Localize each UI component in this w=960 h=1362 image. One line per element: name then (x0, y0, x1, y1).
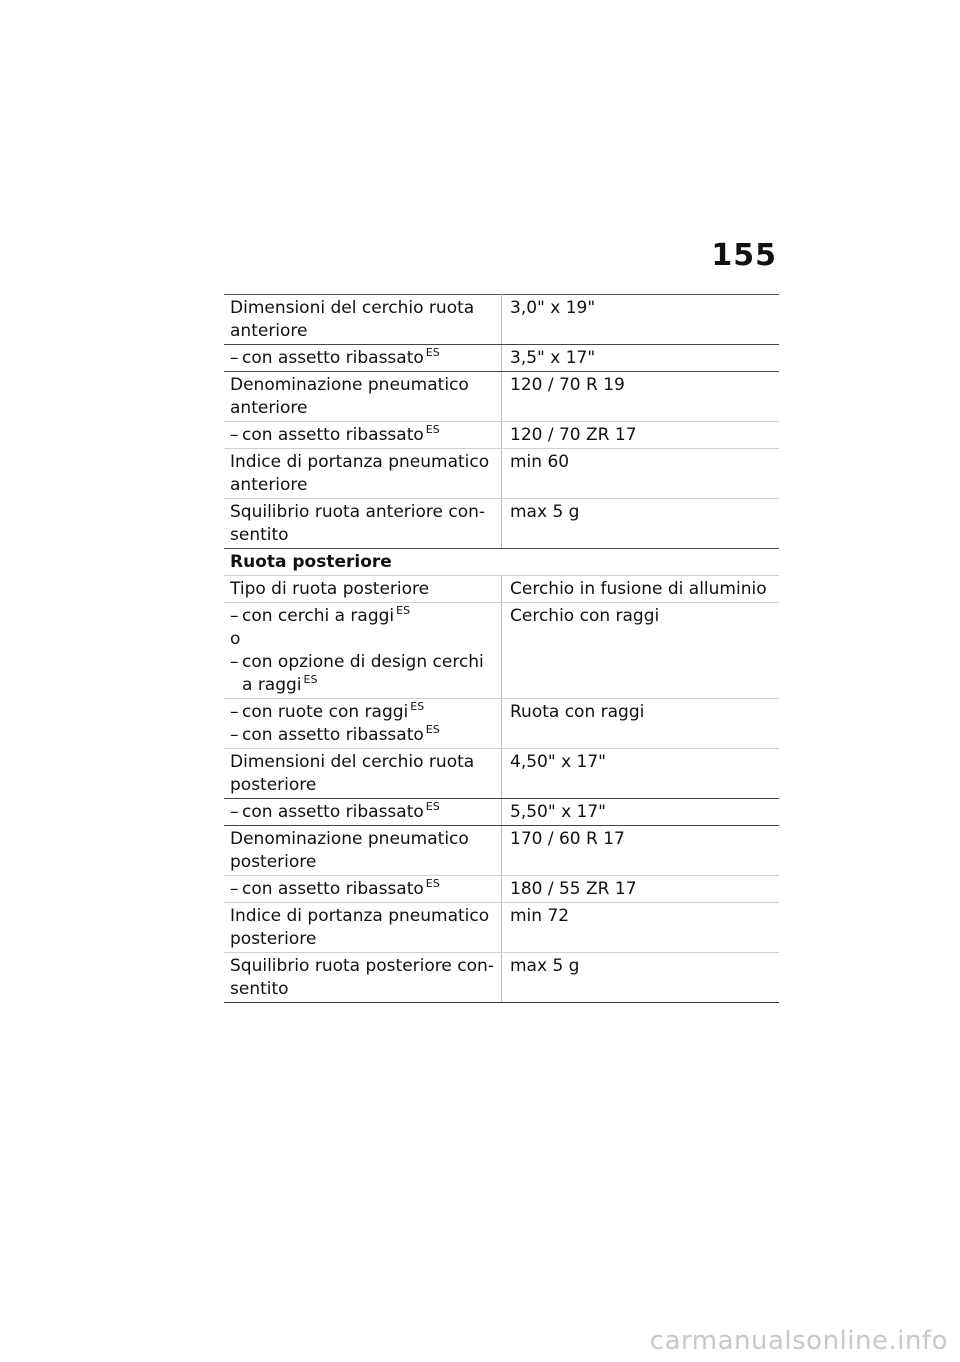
es-superscript: ES (425, 800, 440, 813)
spec-label: – con assetto ribassato $^{ES}$ (224, 345, 502, 372)
table-row (224, 749, 779, 799)
es-superscript: ES (425, 423, 440, 436)
watermark: carmanualsonline.info (649, 1326, 948, 1356)
spec-value: 3,5" x 17" (502, 345, 780, 372)
es-superscript: ES (425, 723, 440, 736)
wheel-spec-table (224, 294, 779, 1003)
spec-label: Indice di portanza pneumatico posteriore (224, 903, 502, 953)
spec-value: 170 / 60 R 17 (502, 826, 780, 876)
spec-value: min 60 (502, 449, 780, 499)
spec-label: Dimensioni del cerchio ruota posteriore (224, 749, 502, 799)
es-superscript: ES (410, 700, 425, 713)
es-superscript: ES (303, 673, 318, 686)
spec-label: Squilibrio ruota anteriore con-sentito (224, 499, 502, 549)
spec-value: 4,50" x 17" (502, 749, 780, 799)
spec-label: Denominazione pneumatico posteriore (224, 826, 502, 876)
page-number: 155 (711, 238, 777, 273)
spec-value: max 5 g (502, 953, 780, 1003)
spec-label: Indice di portanza pneumatico anteriore (224, 449, 502, 499)
table-row (224, 603, 779, 699)
spec-value: 120 / 70 ZR 17 (502, 422, 780, 449)
table-row (224, 953, 779, 1003)
table-row (224, 799, 779, 826)
table-row (224, 295, 779, 345)
spec-value: Ruota con raggi (502, 699, 780, 749)
es-superscript: ES (425, 346, 440, 359)
spec-value: min 72 (502, 903, 780, 953)
es-superscript: ES (396, 604, 411, 617)
table-row (224, 345, 779, 372)
spec-value: 120 / 70 R 19 (502, 372, 780, 422)
table-row (224, 826, 779, 876)
table-row (224, 903, 779, 953)
spec-label: – con assetto ribassato $^{ES}$ (224, 799, 502, 826)
section-heading: Ruota posteriore (224, 549, 779, 576)
table-row (224, 876, 779, 903)
es-superscript: ES (425, 877, 440, 890)
spec-label: – con cerchi a raggi $^{ES}$ o – con opzione di design cerchi a raggi $^{ES}$ (224, 603, 502, 699)
table-row (224, 449, 779, 499)
spec-label: – con assetto ribassato $^{ES}$ (224, 876, 502, 903)
spec-label: Denominazione pneumatico anteriore (224, 372, 502, 422)
table-row (224, 422, 779, 449)
spec-value: 3,0" x 19" (502, 295, 780, 345)
spec-value: max 5 g (502, 499, 780, 549)
table-row (224, 499, 779, 549)
table-row (224, 372, 779, 422)
spec-value: Cerchio con raggi (502, 603, 780, 699)
table-row (224, 549, 779, 576)
spec-label: – con assetto ribassato $^{ES}$ (224, 422, 502, 449)
spec-value: Cerchio in fusione di alluminio (502, 576, 780, 603)
spec-label: Squilibrio ruota posteriore con-sentito (224, 953, 502, 1003)
spec-label: Tipo di ruota posteriore (224, 576, 502, 603)
spec-value: 180 / 55 ZR 17 (502, 876, 780, 903)
spec-label: Dimensioni del cerchio ruota anteriore (224, 295, 502, 345)
table-row (224, 699, 779, 749)
spec-value: 5,50" x 17" (502, 799, 780, 826)
table-row (224, 576, 779, 603)
spec-label: – con ruote con raggi $^{ES}$ – con assetto ribassato $^{ES}$ (224, 699, 502, 749)
